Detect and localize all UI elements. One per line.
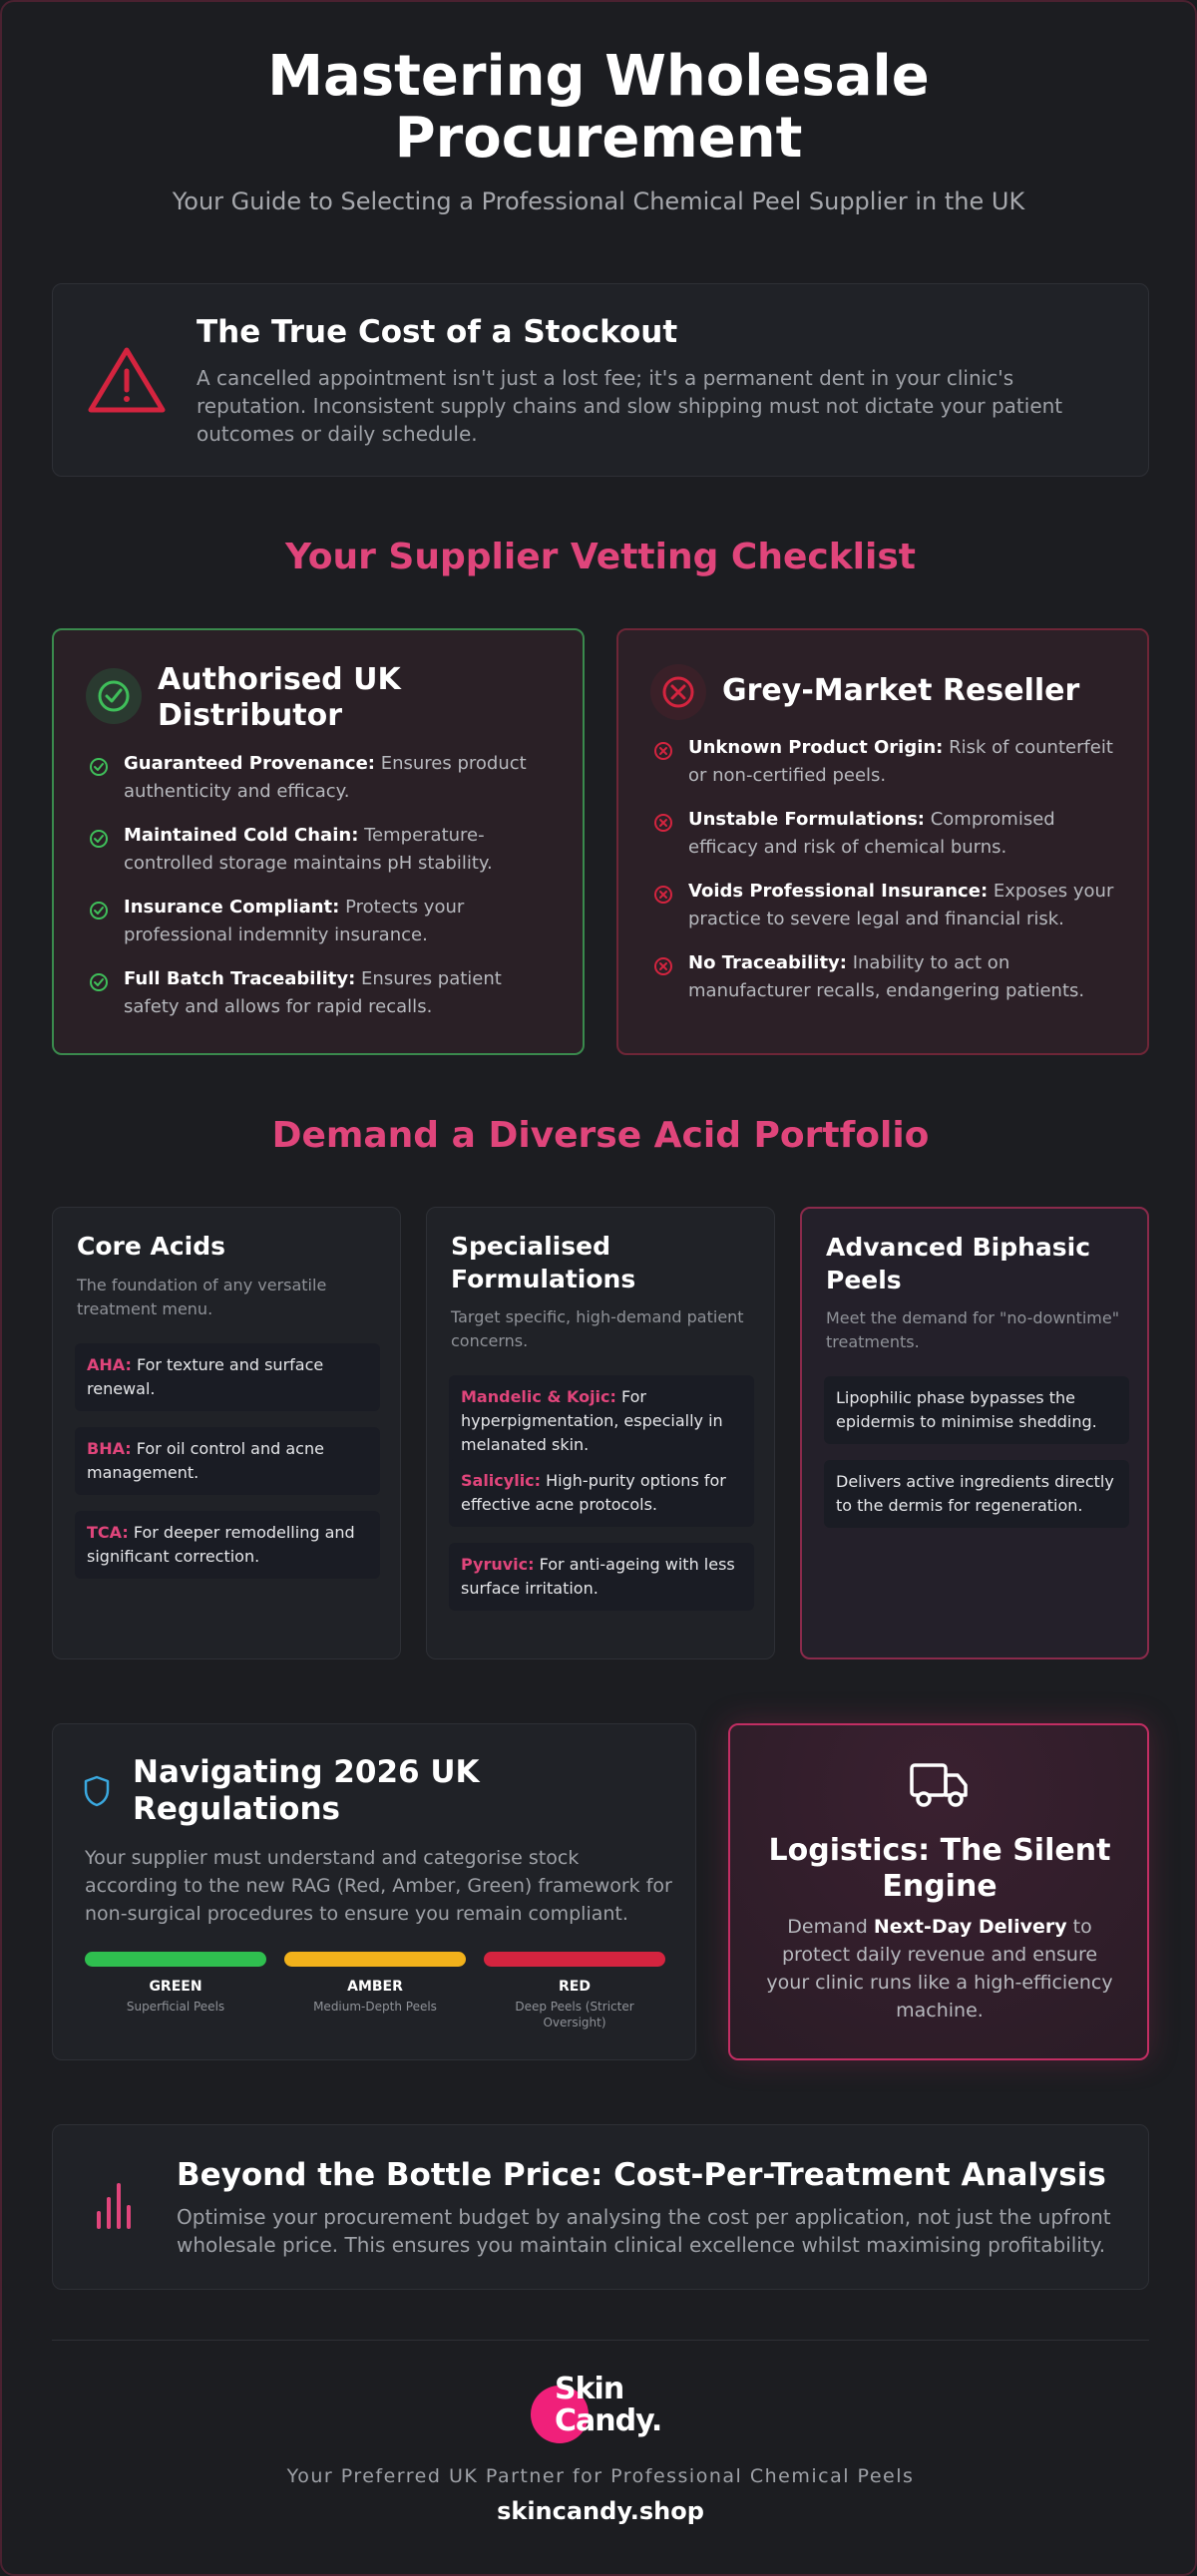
checklist-item-text: Unknown Product Origin: Risk of counterfeit or non-certified peels. (688, 737, 1113, 786)
check-icon (88, 756, 110, 778)
warning-icon (87, 344, 167, 414)
checklist-item (652, 806, 1121, 862)
checklist-item-text: No Traceability: Inability to act on manufacturer recalls, endangering patients. (688, 952, 1085, 1001)
checklist-item (88, 894, 557, 949)
x-circle-icon (650, 664, 706, 720)
logistics-text-bold: Next-Day Delivery (873, 1916, 1067, 1938)
grey-market-title: Grey-Market Reseller (722, 673, 1080, 708)
stockout-title: The True Cost of a Stockout (197, 314, 678, 350)
acid-item: TCA: For deeper remodelling and significant correction. (75, 1511, 380, 1579)
acid-item: Pyruvic: For anti-ageing with less surface irritation. (449, 1543, 754, 1611)
acid-item: Salicylic: High-purity options for effective acne protocols. (449, 1459, 754, 1527)
x-badge (650, 664, 706, 720)
acid-item: Lipophilic phase bypasses the epidermis to minimise shedding. (824, 1376, 1129, 1444)
acid-card-title: Core Acids (77, 1232, 226, 1261)
checklist-item (88, 750, 557, 806)
x-icon (652, 740, 674, 762)
regulations-title: Navigating 2026 UK Regulations (133, 1754, 480, 1827)
rag-sub: Deep Peels (Stricter Oversight) (515, 2000, 634, 2029)
checklist-item (652, 878, 1121, 933)
regulations-card (52, 1723, 696, 2060)
rag-red (484, 1952, 665, 2030)
cost-analysis-text: Optimise your procurement budget by analysing the cost per application, not just the upfront wholesale price. This ensures you maintain clinical excellence whilst maximising profitability. (177, 2205, 1111, 2257)
regulations-text: Your supplier must understand and categorise stock according to the new RAG (Red, Amber, Green) framework for non-surgical procedures to ensure you remain compliant. (85, 1847, 672, 1925)
checklist-item (652, 734, 1121, 790)
checklist-item (652, 949, 1121, 1005)
check-circle-icon (86, 668, 142, 724)
footer-tagline: Your Preferred UK Partner for Professional Chemical Peels (286, 2465, 915, 2487)
page-title: Mastering Wholesale Procurement (267, 44, 930, 171)
rag-name: AMBER (347, 1979, 403, 1995)
rag-bar (484, 1952, 665, 1967)
cost-analysis-card (52, 2124, 1149, 2290)
skincandy-logo (531, 2374, 670, 2453)
rag-amber (284, 1952, 466, 2015)
rag-sub: Superficial Peels (126, 2000, 225, 2014)
checklist-item-text: Guaranteed Provenance: Ensures product authenticity and efficacy. (124, 753, 527, 802)
acid-item: Delivers active ingredients directly to the dermis for regeneration. (824, 1460, 1129, 1528)
checklist-item-text: Voids Professional Insurance: Exposes your practice to severe legal and financial risk. (688, 881, 1114, 929)
check-icon (88, 900, 110, 921)
authorised-distributor-title: Authorised UK Distributor (158, 662, 401, 733)
x-icon (652, 955, 674, 977)
logistics-text-before: Demand (787, 1916, 874, 1938)
logistics-text-after: to protect daily revenue and ensure your clinic runs like a high-efficiency machine. (766, 1916, 1113, 2022)
rag-bar (284, 1952, 466, 1967)
checklist-title: Your Supplier Vetting Checklist (285, 537, 916, 577)
checklist-item-text: Full Batch Traceability: Ensures patient safety and allows for rapid recalls. (124, 968, 502, 1017)
logo-text-line2: Candy. (555, 2403, 662, 2438)
logistics-title: Logistics: The Silent Engine (768, 1833, 1111, 1904)
checklist-item (88, 965, 557, 1021)
acid-item: Mandelic & Kojic: For hyperpigmentation, especially in melanated skin. (449, 1375, 754, 1467)
rag-bar (85, 1952, 266, 1967)
footer-divider (52, 2340, 1149, 2341)
logistics-card (728, 1723, 1149, 2060)
acid-card (426, 1207, 775, 1659)
acid-card-title: Advanced Biphasic Peels (826, 1233, 1091, 1294)
rag-sub: Medium-Depth Peels (313, 2000, 437, 2014)
portfolio-title: Demand a Diverse Acid Portfolio (271, 1115, 930, 1156)
rag-name: GREEN (149, 1979, 202, 1995)
check-icon (88, 828, 110, 850)
acid-item: BHA: For oil control and acne management. (75, 1427, 380, 1495)
acid-card-desc: Target specific, high-demand patient concerns. (451, 1307, 744, 1350)
check-icon (88, 971, 110, 993)
website-link[interactable]: skincandy.shop (497, 2497, 704, 2525)
checklist-item-text: Maintained Cold Chain: Temperature-controlled storage maintains pH stability. (124, 825, 493, 874)
logo-text-line1: Skin (555, 2372, 624, 2406)
acid-card (800, 1207, 1149, 1659)
checklist-item-text: Insurance Compliant: Protects your professional indemnity insurance. (124, 897, 465, 945)
bar-chart-icon (93, 2181, 133, 2231)
shield-icon (83, 1774, 111, 1808)
x-icon (652, 884, 674, 906)
page-subtitle: Your Guide to Selecting a Professional Chemical Peel Supplier in the UK (172, 187, 1025, 215)
acid-card-title: Specialised Formulations (451, 1232, 636, 1293)
authorised-distributor-card (52, 628, 585, 1055)
logistics-text (760, 1913, 1119, 2024)
rag-green (85, 1952, 266, 2015)
x-icon (652, 812, 674, 834)
cost-analysis-title: Beyond the Bottle Price: Cost-Per-Treatment Analysis (177, 2157, 1106, 2193)
rag-name: RED (559, 1979, 591, 1995)
acid-item: AHA: For texture and surface renewal. (75, 1343, 380, 1411)
acid-card-desc: The foundation of any versatile treatment menu. (77, 1276, 327, 1318)
stockout-text: A cancelled appointment isn't just a lost fee; it's a permanent dent in your clinic's reputation. Inconsistent supply chains and slow shipping must not dictate your patient outcomes or daily schedule. (197, 366, 1063, 446)
grey-market-card (616, 628, 1149, 1055)
truck-icon (908, 1759, 972, 1811)
checklist-item (88, 822, 557, 878)
acid-card (52, 1207, 401, 1659)
checklist-item-text: Unstable Formulations: Compromised efficacy and risk of chemical burns. (688, 809, 1055, 858)
stockout-card (52, 283, 1149, 477)
acid-card-desc: Meet the demand for "no-downtime" treatments. (826, 1308, 1120, 1351)
check-badge (86, 668, 142, 724)
header (2, 2, 1195, 215)
